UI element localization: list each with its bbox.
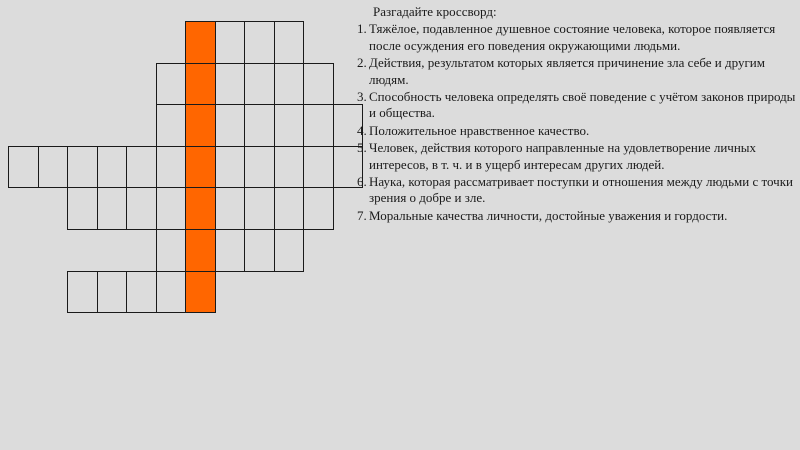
clue-item [357, 55, 797, 88]
clue-item [357, 208, 797, 224]
crossword-cell[interactable] [156, 104, 187, 147]
clue-text: Моральные качества личности, достойные уважения и гордости. [369, 207, 728, 223]
clue-text: Человек, действия которого направленные на удовлетворение личных интересов, в т. ч. и в ущерб интересам других людей. [369, 140, 757, 172]
crossword-cell[interactable] [215, 63, 246, 106]
crossword-cell[interactable] [126, 146, 157, 189]
clue-text: Наука, которая рассматривает поступки и отношения между людьми с точки зрения о добре и зле. [369, 174, 793, 206]
crossword-cell[interactable] [38, 146, 69, 189]
clue-number: 3. [357, 89, 367, 105]
clue-number: 5. [357, 140, 367, 156]
clue-item [357, 174, 797, 207]
crossword-cell[interactable] [126, 187, 157, 230]
clues-panel [357, 4, 797, 225]
crossword-cell[interactable] [244, 146, 275, 189]
clue-number: 7. [357, 207, 367, 223]
keyword-cell[interactable] [185, 146, 216, 189]
crossword-cell[interactable] [303, 104, 334, 147]
crossword-cell[interactable] [156, 229, 187, 272]
puzzle-title: Разгадайте кроссворд: [373, 4, 497, 19]
crossword-cell[interactable] [215, 104, 246, 147]
crossword-cell[interactable] [8, 146, 39, 189]
crossword-cell[interactable] [215, 21, 246, 64]
crossword-cell[interactable] [303, 146, 334, 189]
clue-text: Тяжёлое, подавленное душевное состояние человека, которое появляется после осуждения его поведения окружающими людьми. [369, 21, 776, 53]
crossword-cell[interactable] [274, 21, 305, 64]
crossword-cell[interactable] [156, 271, 187, 314]
crossword-cell[interactable] [126, 271, 157, 314]
clue-number: 1. [357, 21, 367, 37]
crossword-cell[interactable] [215, 187, 246, 230]
crossword-cell[interactable] [244, 187, 275, 230]
crossword-cell[interactable] [156, 187, 187, 230]
keyword-cell[interactable] [185, 21, 216, 64]
crossword-cell[interactable] [67, 187, 98, 230]
clue-number: 2. [357, 55, 367, 71]
crossword-cell[interactable] [67, 271, 98, 314]
crossword-cell[interactable] [156, 146, 187, 189]
clue-number: 6. [357, 174, 367, 190]
crossword-cell[interactable] [244, 21, 275, 64]
clue-text: Положительное нравственное качество. [369, 122, 590, 138]
keyword-cell[interactable] [185, 187, 216, 230]
clue-list [357, 21, 797, 224]
crossword-cell[interactable] [244, 63, 275, 106]
crossword-cell[interactable] [274, 229, 305, 272]
crossword-cell[interactable] [244, 229, 275, 272]
crossword-cell[interactable] [303, 187, 334, 230]
crossword-cell[interactable] [274, 187, 305, 230]
clue-item [357, 89, 797, 122]
clue-item [357, 21, 797, 54]
keyword-cell[interactable] [185, 229, 216, 272]
clue-item [357, 140, 797, 173]
keyword-cell[interactable] [185, 63, 216, 106]
clue-item [357, 123, 797, 139]
crossword-cell[interactable] [274, 104, 305, 147]
crossword-cell[interactable] [274, 63, 305, 106]
crossword-cell[interactable] [97, 271, 128, 314]
clue-text: Действия, результатом которых является причинение зла себе и другим людям. [369, 55, 765, 87]
crossword-cell[interactable] [215, 146, 246, 189]
crossword-cell[interactable] [67, 146, 98, 189]
keyword-cell[interactable] [185, 104, 216, 147]
crossword-cell[interactable] [97, 187, 128, 230]
crossword-cell[interactable] [215, 229, 246, 272]
clue-number: 4. [357, 122, 367, 138]
crossword-cell[interactable] [156, 63, 187, 106]
crossword-cell[interactable] [274, 146, 305, 189]
crossword-cell[interactable] [303, 63, 334, 106]
clue-text: Способность человека определять своё поведение с учётом законов природы и общества. [369, 89, 796, 121]
crossword-cell[interactable] [244, 104, 275, 147]
crossword-cell[interactable] [97, 146, 128, 189]
keyword-cell[interactable] [185, 271, 216, 314]
